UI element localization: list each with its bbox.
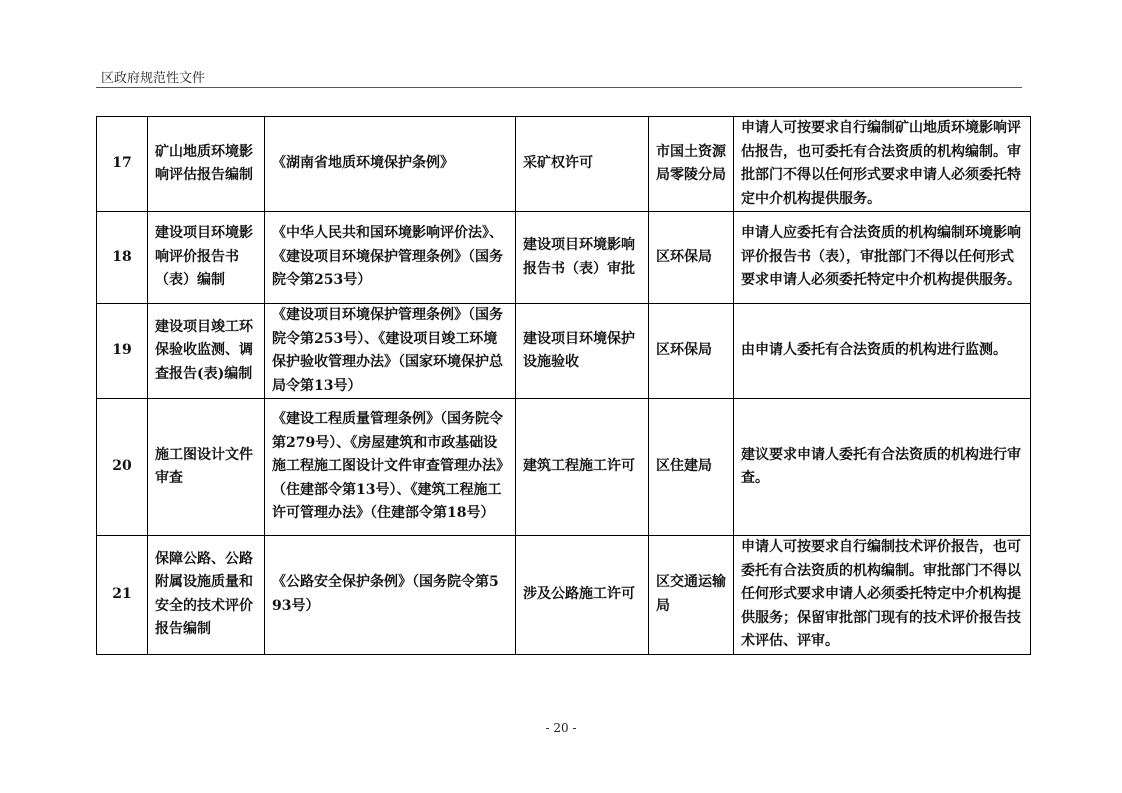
intermediary-services-table — [96, 116, 1031, 655]
row-number: 20 — [97, 399, 148, 536]
legal-basis: 《建设项目环境保护管理条例》（国务院令第253号）、《建设项目竣工环境保护验收管理办法》（国家环境保护总局令第13号） — [265, 304, 516, 399]
page-number: - 20 - — [545, 721, 577, 735]
table-row — [97, 117, 1031, 212]
department: 区住建局 — [649, 399, 734, 536]
header-divider — [96, 87, 1022, 88]
service-name: 矿山地质环境影响评估报告编制 — [148, 117, 265, 212]
legal-basis: 《建设工程质量管理条例》（国务院令第279号）、《房屋建筑和市政基础设施工程施工图设计文件审查管理办法》（住建部令第13号）、《建筑工程施工许可管理办法》（住建部令第18号） — [265, 399, 516, 536]
department: 区交通运输局 — [649, 536, 734, 655]
table-row — [97, 536, 1031, 655]
legal-basis: 《公路安全保护条例》（国务院令第593号） — [265, 536, 516, 655]
row-number: 18 — [97, 212, 148, 304]
row-number: 19 — [97, 304, 148, 399]
table-row — [97, 304, 1031, 399]
department: 区环保局 — [649, 212, 734, 304]
row-number: 21 — [97, 536, 148, 655]
service-name: 保障公路、公路附属设施质量和安全的技术评价报告编制 — [148, 536, 265, 655]
approval-item: 涉及公路施工许可 — [516, 536, 649, 655]
legal-basis: 《中华人民共和国环境影响评价法》、《建设项目环境保护管理条例》（国务院令第253号） — [265, 212, 516, 304]
approval-item: 采矿权许可 — [516, 117, 649, 212]
table-row — [97, 212, 1031, 304]
department: 市国土资源局零陵分局 — [649, 117, 734, 212]
remarks: 由申请人委托有合法资质的机构进行监测。 — [734, 304, 1031, 399]
table-row — [97, 399, 1031, 536]
row-number: 17 — [97, 117, 148, 212]
service-name: 施工图设计文件审查 — [148, 399, 265, 536]
legal-basis: 《湖南省地质环境保护条例》 — [265, 117, 516, 212]
remarks: 建议要求申请人委托有合法资质的机构进行审查。 — [734, 399, 1031, 536]
service-name: 建设项目竣工环保验收监测、调查报告(表)编制 — [148, 304, 265, 399]
approval-item: 建设项目环境影响报告书（表）审批 — [516, 212, 649, 304]
remarks: 申请人可按要求自行编制矿山地质环境影响评估报告，也可委托有合法资质的机构编制。审批部门不得以任何形式要求申请人必须委托特定中介机构提供服务。 — [734, 117, 1031, 212]
approval-item: 建设项目环境保护设施验收 — [516, 304, 649, 399]
service-name: 建设项目环境影响评价报告书（表）编制 — [148, 212, 265, 304]
remarks: 申请人应委托有合法资质的机构编制环境影响评价报告书（表），审批部门不得以任何形式要求申请人必须委托特定中介机构提供服务。 — [734, 212, 1031, 304]
remarks: 申请人可按要求自行编制技术评价报告，也可委托有合法资质的机构编制。审批部门不得以任何形式要求申请人必须委托特定中介机构提供服务；保留审批部门现有的技术评价报告技术评估、评审。 — [734, 536, 1031, 655]
department: 区环保局 — [649, 304, 734, 399]
approval-item: 建筑工程施工许可 — [516, 399, 649, 536]
document-header: 区政府规范性文件 — [101, 71, 206, 86]
